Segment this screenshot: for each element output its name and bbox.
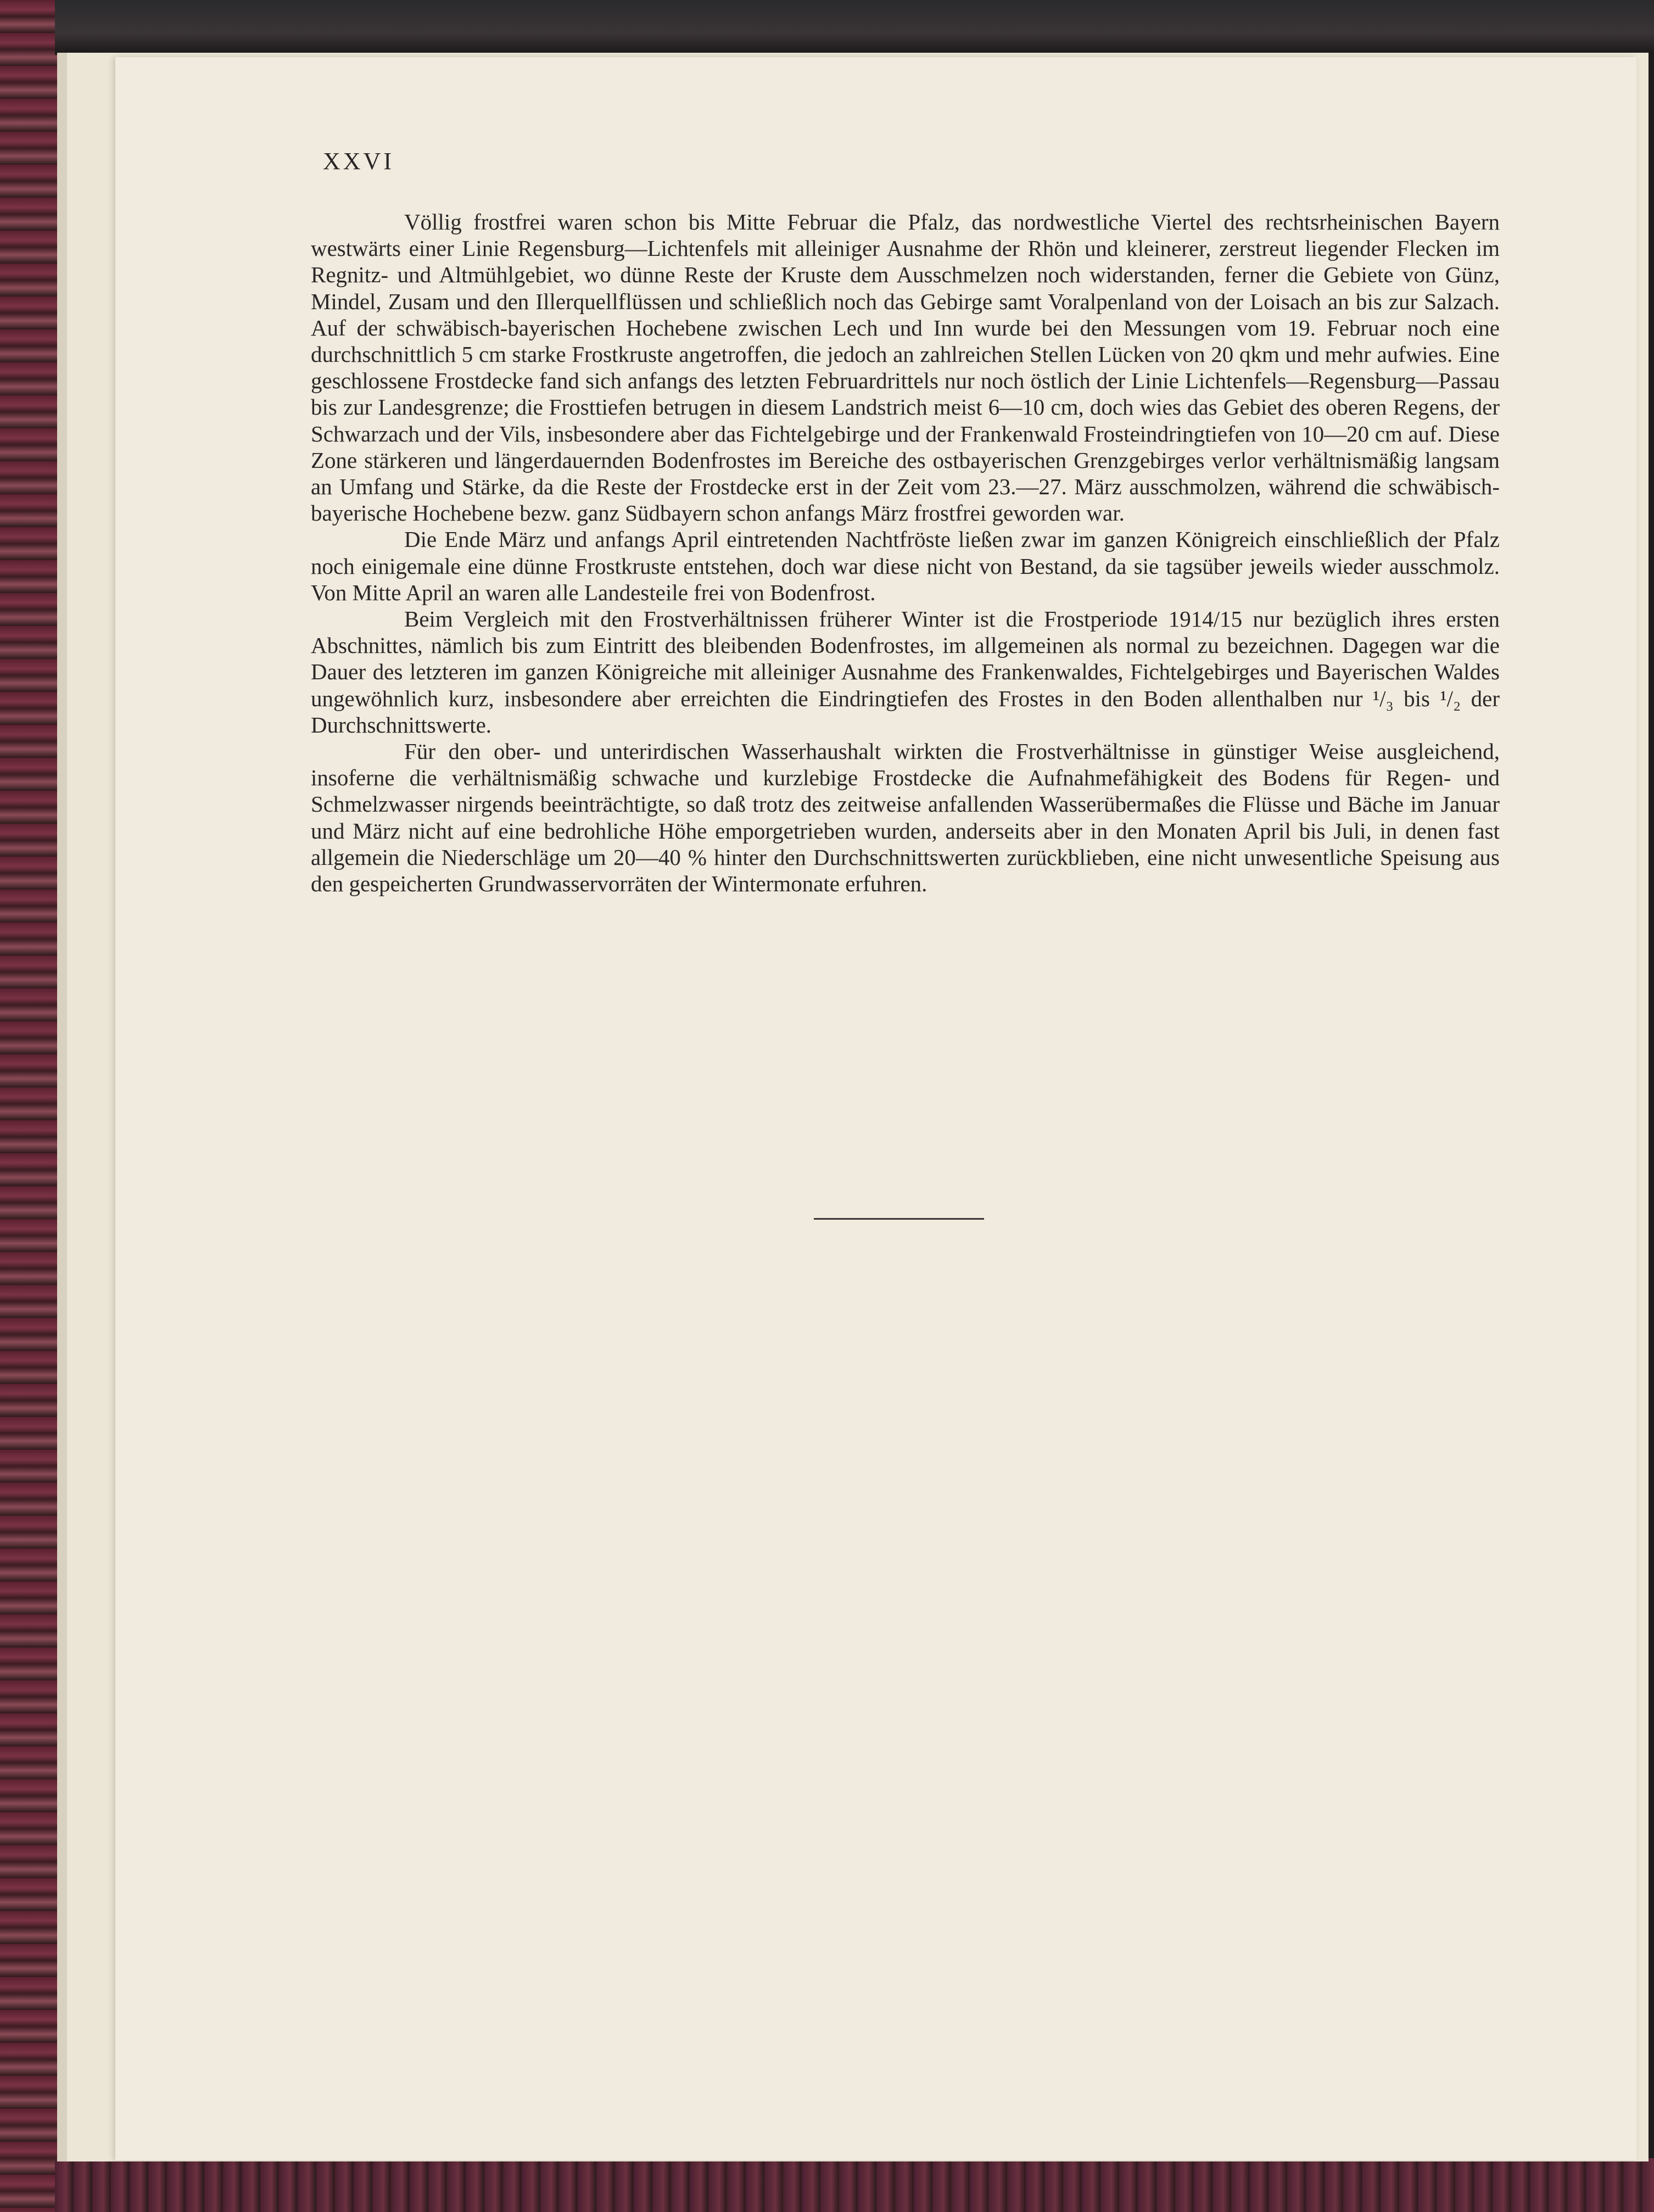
book-cover-bottom <box>55 2158 1654 2212</box>
book-binding <box>0 0 66 2212</box>
paragraph-3: Beim Vergleich mit den Frostverhältnissen früherer Winter ist die Frostperiode 1914/15 nur bezüglich ihres ersten Abschnittes, nämlich bis zum Eintritt des bleibenden Bodenfrostes, im allgemeinen als normal zu bezeichnen. Dagegen war die Dauer des letzteren im ganzen Königreiche mit alleiniger Ausnahme des Frankenwaldes, Fichtelgebirges und Bayerischen Waldes ungewöhnlich kurz, insbesondere aber erreichten die Eindringtiefen des Frostes in den Boden allenthalben nur ¹/₃ bis ¹/₂ der Durchschnittswerte. <box>311 606 1500 738</box>
paragraph-2: Die Ende März und anfangs April eintretenden Nachtfröste ließen zwar im ganzen Königreich einschließlich der Pfalz noch einigemale eine dünne Frostkruste entstehen, doch war diese nicht von Bestand, da sie tagsüber jeweils wieder ausschmolz. Von Mitte April an waren alle Landesteile frei von Bodenfrost. <box>311 527 1500 605</box>
body-text <box>311 209 1500 897</box>
book-cover-top <box>55 0 1654 55</box>
section-divider <box>814 1218 984 1220</box>
paragraph-4: Für den ober- und unterirdischen Wasserhaushalt wirkten die Frostverhältnisse in günstiger Weise ausgleichend, insoferne die verhältnismäßig schwache und kurzlebige Frostdecke die Aufnahmefähigkeit des Bodens für Regen- und Schmelzwasser nirgends beeinträchtigte, so daß trotz des zeitweise anfallenden Wasserübermaßes die Flüsse und Bäche im Januar und März nicht auf eine bedrohliche Höhe emporgetrieben wurden, anderseits aber in den Monaten April bis Juli, in denen fast allgemein die Niederschläge um 20—40 % hinter den Durchschnittswerten zurückblieben, eine nicht unwesentliche Speisung aus den gespeicherten Grundwasservorräten der Wintermonate erfuhren. <box>311 739 1500 897</box>
page-number: XXVI <box>323 148 394 175</box>
paragraph-1: Völlig frostfrei waren schon bis Mitte Februar die Pfalz, das nordwestliche Viertel des rechtsrheinischen Bayern westwärts einer Linie Regensburg—Lichtenfels mit alleiniger Ausnahme der Rhön und kleinerer, zerstreut liegender Flecken im Regnitz- und Altmühlgebiet, wo dünne Reste der Kruste dem Ausschmelzen noch widerstanden, ferner die Gebiete von Günz, Mindel, Zusam und den Illerquellflüssen und schließlich noch das Gebirge samt Voralpenland von der Loisach an bis zur Salzach. Auf der schwäbisch-bayerischen Hochebene zwischen Lech und Inn wurde bei den Messungen vom 19. Februar noch eine durchschnittlich 5 cm starke Frostkruste angetroffen, die jedoch an zahlreichen Stellen Lücken von 20 qkm und mehr aufwies. Eine geschlossene Frostdecke fand sich anfangs des letzten Februardrittels nur noch östlich der Linie Lichtenfels—Regensburg—Passau bis zur Landesgrenze; die Frosttiefen betrugen in diesem Landstrich meist 6—10 cm, doch wies das Gebiet des oberen Regens, der Schwarzach und der Vils, insbesondere aber das Fichtelgebirge und der Frankenwald Frosteindringtiefen von 10—20 cm auf. Diese Zone stärkeren und längerdauernden Bodenfrostes im Bereiche des ostbayerischen Grenzgebirges verlor verhältnismäßig langsam an Umfang und Stärke, da die Reste der Frostdecke erst in der Zeit vom 23.—27. März ausschmolzen, während die schwäbisch-bayerische Hochebene bezw. ganz Südbayern schon anfangs März frostfrei geworden war. <box>311 209 1500 526</box>
